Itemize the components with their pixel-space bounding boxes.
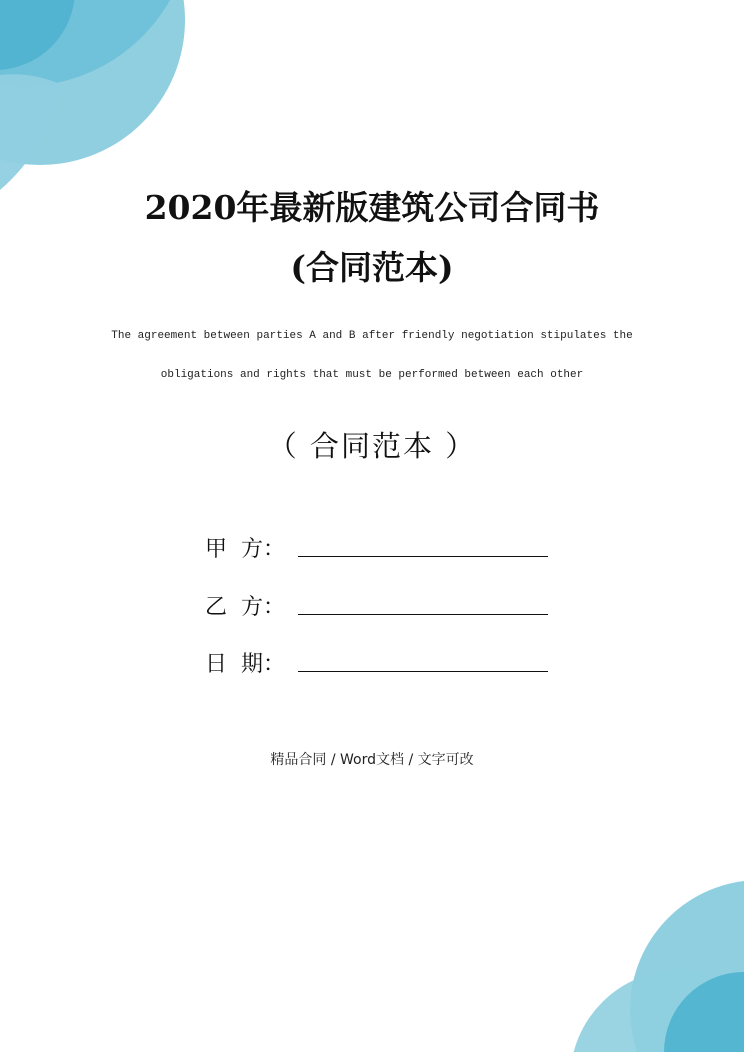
date-underline — [298, 671, 548, 672]
document-title-line2: (合同范本) — [290, 248, 454, 287]
party-b-underline — [298, 614, 548, 615]
date-label: 日 期： — [205, 652, 285, 677]
party-a-label: 甲 方： — [205, 537, 285, 562]
party-a-underline — [298, 556, 548, 557]
english-tagline-line2: obligations and rights that must be performed between each other — [160, 369, 584, 381]
contract-template-subtitle: （ 合同范本 ） — [267, 429, 477, 463]
english-tagline-line1: The agreement between parties A and B after friendly negotiation stipulates the — [111, 330, 633, 342]
party-b-label: 乙 方： — [205, 595, 285, 620]
document-title-line1: 2020年最新版建筑公司合同书 — [144, 188, 600, 227]
footer-note: 精品合同 / Word文档 / 文字可改 — [270, 752, 474, 768]
